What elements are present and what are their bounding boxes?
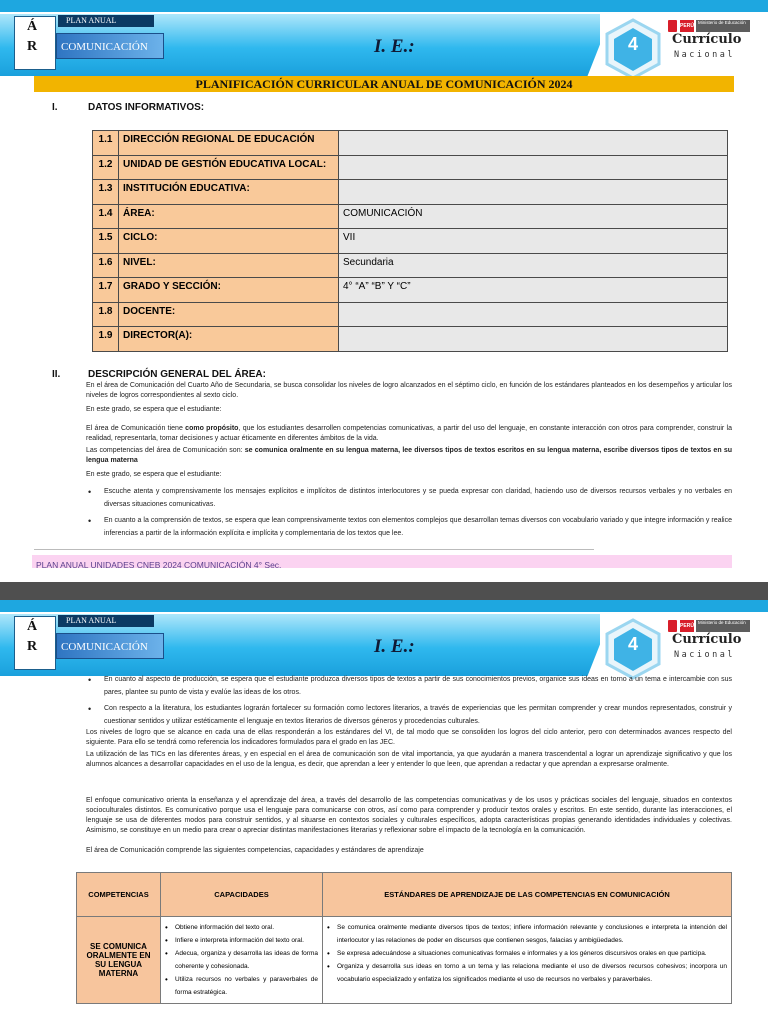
nacional-label: Nacional [674,50,735,60]
curriculo-nacional-logo [668,620,764,666]
peru-label: PERÚ [680,20,694,32]
ie-label: I. E.: [374,36,415,57]
info-row [93,278,728,303]
area-label: COMUNICACIÓN [61,641,148,653]
paragraph-6: Los niveles de logro que se alcance en cada una de ellas responderán a los estándares del VI, de tal modo que se consoliden los logros del ciclo anterior, pero con determinados avances respecto del siguiente. Para ello se tendrá como referencia los indicadores formulados para el grado en las JEC. [86,729,732,746]
paragraph-3 [86,424,732,444]
info-value[interactable]: COMUNICACIÓN [339,204,728,229]
info-row [93,204,728,229]
capacity-item: • Utiliza recursos no verbales y paraverbales de forma estratégica. [165,973,318,999]
document-title: PLANIFICACIÓN CURRICULAR ANUAL DE COMUNICACIÓN 2024 [195,77,573,91]
plan-anual-tag: PLAN ANUAL [58,615,154,627]
info-row [93,327,728,352]
bullet-2: • En cuanto a la comprensión de textos, se espera que lean comprensivamente textos con elementos complejos que desarrollan temas diversos con vocabulario variado y que integre información y realice inferencias a partir de la información explícita e implícita y complementaria de los textos que lee. [86,515,732,540]
top-strip [0,600,768,612]
competencies-table [76,872,732,1004]
info-label: DIRECCIÓN REGIONAL DE EDUCACIÓN [119,131,339,156]
standard-item: • Se expresa adecuándose a situaciones comunicativas formales e informales y a los géneros discursivos orales en que participa. [327,947,727,960]
section-2-title: DESCRIPCIÓN GENERAL DEL ÁREA: [88,369,266,380]
top-strip [0,0,768,12]
capacity-item: • Adecua, organiza y desarrolla las ideas de forma coherente y cohesionada. [165,947,318,973]
info-value[interactable]: VII [339,229,728,254]
ie-label: I. E.: [374,636,415,657]
paragraph-2: En este grado, se espera que el estudiante: [86,406,222,413]
curriculo-nacional-logo [668,20,764,66]
peru-label: PERÚ [680,620,694,632]
info-value[interactable] [339,327,728,352]
ar-logo-box [14,616,56,670]
ministry-label: Ministerio de Educación [696,620,750,632]
ar-letter-a: Á [27,619,38,634]
info-row [93,131,728,156]
grade-hexagon [602,18,664,80]
info-label: ÁREA: [119,204,339,229]
info-number: 1.1 [93,131,119,156]
info-row [93,155,728,180]
footer-bar [32,555,732,568]
info-row [93,229,728,254]
info-row [93,253,728,278]
capacities-cell [161,917,323,1004]
paragraph-4-bold: se comunica oralmente en su lengua materna, lee diversos tipos de textos escritos en su lengua materna, escribe diversos tipos de textos en su lengua materna [86,447,732,464]
info-value[interactable] [339,155,728,180]
plan-anual-tag: PLAN ANUAL [58,15,154,27]
table-row [77,917,732,1004]
footer-text: PLAN ANUAL UNIDADES CNEB 2024 COMUNICACIÓN 4° Sec. [36,560,282,570]
info-label: NIVEL: [119,253,339,278]
info-number: 1.3 [93,180,119,205]
capacity-item: • Obtiene información del texto oral. [165,921,318,934]
info-row [93,180,728,205]
info-value[interactable] [339,180,728,205]
info-number: 1.7 [93,278,119,303]
info-label: DOCENTE: [119,302,339,327]
paragraph-8: El enfoque comunicativo orienta la enseñanza y el aprendizaje del área, a través del desarrollo de las competencias comunicativas y de los usos y prácticas sociales del lenguaje, situados en contextos socioculturales distintos. Es comunicativo porque usa el lenguaje para comunicarse con otros, así como para comprender y producir textos orales y escritos. En este sentido, durante las interacciones, el lenguaje se usa de diferentes modos para construir sentidos, y al situarse en contextos sociales y culturales específicos, adopta características propias generando identidades individuales y colectivas. Asimismo, se constituye en un medio para crear o apreciar distintas manifestaciones literarias y reflexionar sobre el impacto de la tecnología en la comunicación. [86,797,732,834]
paragraph-4 [86,446,732,466]
area-label-bar [56,633,164,659]
area-label-bar [56,33,164,59]
competency-cell: SE COMUNICA ORALMENTE EN SU LENGUA MATERNA [77,917,161,1004]
estandares-header: ESTÁNDARES DE APRENDIZAJE DE LAS COMPETENCIAS EN COMUNICACIÓN [323,873,732,917]
ar-letter-r: R [27,639,38,654]
peru-shield-icon [668,620,677,632]
info-value[interactable]: Secundaria [339,253,728,278]
info-label: INSTITUCIÓN EDUCATIVA: [119,180,339,205]
ar-letter-a: Á [27,19,38,34]
grade-number: 4 [627,34,638,54]
ministry-label: Ministerio de Educación [696,20,750,32]
info-label: DIRECTOR(A): [119,327,339,352]
info-number: 1.2 [93,155,119,180]
paragraph-3-post: , que los estudiantes desarrollen competencias comunicativas, a partir del uso del lenguaje, en constante interacción con otros para comprender, construir la realidad, representarla, tomar decisiones y actuar éticamente en diferentes ámbitos de la vida. [86,425,732,442]
bullet-1: • Escuche atenta y comprensivamente los mensajes explícitos e implícitos de distintos interlocutores y se pueda expresar con claridad, haciendo uso de diversos recursos verbales y no verbales en diversas situaciones comunicativas. [86,486,732,511]
info-value[interactable] [339,302,728,327]
peru-shield-icon [668,20,677,32]
bullet-4: • Con respecto a la literatura, los estudiantes lograrán fortalecer su formación como lectores literarios, a través de experiencias que les permitan comprender y crear mundos representados, construir y cuestionar sentidos y utilizar estéticamente el lenguaje en textos literarios de diversos géneros y procedencias culturales. [86,703,732,728]
grade-number: 4 [627,634,638,654]
capacidades-header: CAPACIDADES [161,873,323,917]
info-table [92,130,728,352]
curriculo-label: Currículo [672,32,742,47]
divider [34,549,594,550]
info-number: 1.6 [93,253,119,278]
standards-cell [323,917,732,1004]
info-number: 1.8 [93,302,119,327]
area-label: COMUNICACIÓN [61,41,148,53]
paragraph-3-pre: El área de Comunicación tiene [86,425,186,432]
section-1-title: DATOS INFORMATIVOS: [88,102,205,113]
info-label: GRADO Y SECCIÓN: [119,278,339,303]
paragraph-7: La utilización de las TICs en las diferentes áreas, y en especial en el área de comunicación son de vital importancia, ya que ayudarán a manera trascendental a lograr un aprendizaje significativo y que los alumnos alcances a desarrollar capacidades en el uso de la lengua, es decir, que aprendan a leer y entender lo que leen, que aprendan a redactar y que aprendan a expresarse oralmente. [86,751,732,768]
info-label: UNIDAD DE GESTIÓN EDUCATIVA LOCAL: [119,155,339,180]
info-value[interactable]: 4° “A” “B” Y “C” [339,278,728,303]
info-label: CICLO: [119,229,339,254]
capacity-item: • Infiere e interpreta información del texto oral. [165,934,318,947]
paragraph-5: En este grado, se espera que el estudiante: [86,471,222,478]
paragraph-1: En el área de Comunicación del Cuarto Año de Secundaria, se busca consolidar los niveles de logro alcanzados en el séptimo ciclo, en función de los estándares planteados en los desempeños y articular los niveles de logros correspondientes al sexto ciclo. [86,382,732,399]
info-number: 1.4 [93,204,119,229]
standard-item: • Se comunica oralmente mediante diversos tipos de textos; infiere información relevante y conclusiones e interpreta la intención del interlocutor y las relaciones de poder en discursos que contienen sesgos, falacias y ambigüedades. [327,921,727,947]
nacional-label: Nacional [674,650,735,660]
info-row [93,302,728,327]
paragraph-9: El área de Comunicación comprende las siguientes competencias, capacidades y estándares de aprendizaje [86,847,424,854]
paragraph-4-pre: Las competencias del área de Comunicación son: [86,447,245,454]
curriculo-label: Currículo [672,632,742,647]
document-title-bar [34,76,734,92]
grade-hexagon [602,618,664,680]
info-value[interactable] [339,131,728,156]
section-1-number: I. [52,102,58,113]
ar-letter-r: R [27,39,38,54]
info-number: 1.5 [93,229,119,254]
ar-logo-box [14,16,56,70]
competencias-header: COMPETENCIAS [77,873,161,917]
document-page-2 [0,600,768,1024]
paragraph-3-bold: como propósito [185,425,239,432]
section-2-number: II. [52,369,61,380]
info-number: 1.9 [93,327,119,352]
bullet-3: • En cuanto al aspecto de producción, se espera que el estudiante produzca diversos tipos de textos a partir de sus conocimientos previos, organice sus ideas en torno a un tema e intercambie con sus pares, plantee su punto de vista y evalúe las ideas de los otros. [86,674,732,699]
standard-item: • Organiza y desarrolla sus ideas en torno a un tema y las relaciona mediante el uso de diversos recursos cohesivos; incorpora un vocabulario especializado y enfatiza los significados mediante el uso de recursos no verbales y paraverbales. [327,960,727,986]
